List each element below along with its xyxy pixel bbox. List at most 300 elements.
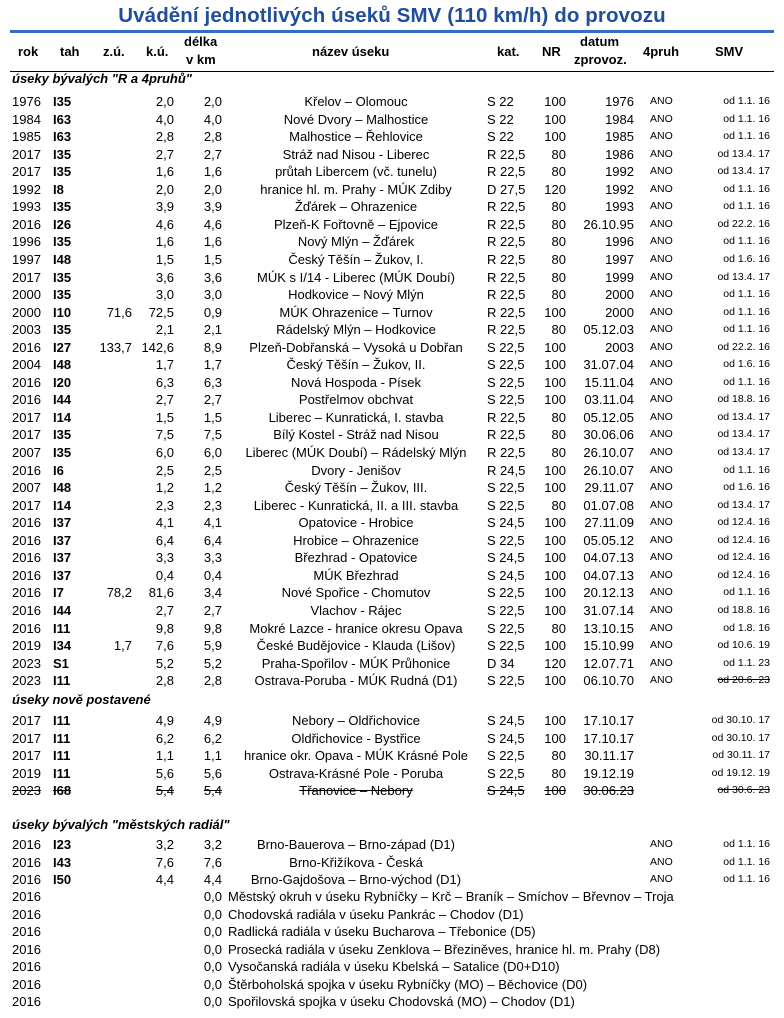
table-row bbox=[0, 765, 784, 782]
cell-rok: 2016 bbox=[12, 959, 41, 975]
cell-zu: 71,6 bbox=[106, 304, 132, 320]
cell-ku: 9,8 bbox=[155, 620, 174, 636]
cell-delka: 7,5 bbox=[203, 427, 222, 443]
cell-datum: 1992 bbox=[605, 164, 634, 180]
cell-tah: I11 bbox=[53, 713, 71, 728]
cell-delka: 0,9 bbox=[203, 304, 222, 320]
cell-delka: 2,1 bbox=[203, 322, 222, 338]
radial-row bbox=[0, 906, 784, 923]
cell-nr: 100 bbox=[544, 713, 566, 728]
cell-tah: I35 bbox=[53, 146, 72, 162]
cell-nazev: Oldřichovice - Bystřice bbox=[291, 730, 421, 746]
cell-4pruh: ANO bbox=[650, 375, 673, 388]
cell-rok: 2007 bbox=[12, 445, 41, 460]
cell-4pruh: ANO bbox=[650, 252, 673, 265]
cell-datum: 26.10.07 bbox=[583, 445, 634, 460]
cell-datum: 26.10.95 bbox=[583, 216, 634, 232]
cell-smv: od 10.6. 19 bbox=[717, 639, 770, 652]
cell-ku: 2,5 bbox=[155, 462, 174, 478]
cell-rok: 2017 bbox=[12, 269, 41, 285]
cell-nazev: Postřelmov obchvat bbox=[298, 392, 414, 408]
cell-delka: 0,0 bbox=[203, 906, 222, 922]
table-row bbox=[0, 251, 784, 268]
cell-ku: 142,6 bbox=[141, 339, 174, 355]
cell-delka: 2,3 bbox=[203, 497, 222, 513]
cell-ku: 7,5 bbox=[155, 427, 174, 443]
cell-description: Radlická radiála v úseku Bucharova – Třebonice (D5) bbox=[228, 924, 536, 940]
cell-delka: 6,3 bbox=[203, 374, 222, 390]
table-row bbox=[0, 93, 784, 110]
cell-smv: od 18.8. 16 bbox=[717, 603, 770, 616]
cell-ku: 2,8 bbox=[155, 129, 174, 145]
cell-zu: 133,7 bbox=[99, 339, 132, 355]
cell-smv: od 1.1. 16 bbox=[723, 95, 770, 107]
cell-nr: 100 bbox=[544, 111, 566, 127]
cell-tah: I26 bbox=[53, 216, 72, 232]
cell-tah: I37 bbox=[53, 550, 72, 566]
cell-nazev: Plzeň-Dobřanská – Vysoká u Dobřan bbox=[249, 339, 463, 355]
cell-ku: 1,5 bbox=[155, 251, 174, 267]
cell-rok: 2023 bbox=[12, 655, 41, 671]
cell-tah: I14 bbox=[53, 409, 72, 425]
cell-nr: 100 bbox=[544, 567, 566, 583]
cell-rok: 2016 bbox=[12, 854, 41, 870]
cell-nazev: Nová Hospoda - Písek bbox=[290, 374, 422, 390]
cell-smv: od 30.6. 23 bbox=[717, 784, 770, 797]
cell-ku: 3,3 bbox=[155, 550, 174, 566]
cell-ku: 2,3 bbox=[155, 497, 174, 513]
cell-delka: 2,0 bbox=[203, 94, 222, 109]
cell-nazev: Nové Spořice - Chomutov bbox=[281, 585, 431, 601]
cell-4pruh: ANO bbox=[650, 410, 673, 423]
cell-smv: od 1.1. 16 bbox=[723, 235, 770, 248]
cell-nazev: Nebory – Oldřichovice bbox=[292, 713, 420, 728]
cell-tah: I35 bbox=[53, 164, 72, 180]
cell-nr: 100 bbox=[544, 462, 566, 478]
cell-tah: I44 bbox=[53, 392, 72, 408]
cell-delka: 7,6 bbox=[203, 854, 222, 870]
cell-rok: 1996 bbox=[12, 234, 41, 250]
cell-nr: 80 bbox=[551, 497, 566, 513]
cell-4pruh: ANO bbox=[650, 130, 673, 143]
cell-description: Štěrboholská spojka v úseku Rybníčky (MO) – Běchovice (D0) bbox=[228, 976, 588, 992]
cell-kat: R 22,5 bbox=[487, 234, 526, 250]
table-row bbox=[0, 747, 784, 764]
cell-tah: I11 bbox=[53, 673, 71, 689]
cell-delka: 1,6 bbox=[203, 234, 222, 250]
title-rule bbox=[10, 30, 774, 33]
cell-smv: od 12.4. 16 bbox=[717, 568, 770, 581]
cell-nazev: MÚK Březhrad bbox=[313, 567, 399, 583]
cell-4pruh: ANO bbox=[650, 498, 673, 511]
cell-datum: 20.12.13 bbox=[583, 585, 634, 601]
cell-rok: 2004 bbox=[12, 357, 41, 373]
cell-ku: 3,2 bbox=[155, 837, 174, 852]
cell-ku: 72,5 bbox=[148, 304, 174, 320]
cell-ku: 2,1 bbox=[155, 322, 174, 338]
cell-datum: 27.11.09 bbox=[584, 515, 634, 531]
cell-nazev: Český Těšín – Žukov, II. bbox=[286, 357, 426, 373]
cell-nr: 80 bbox=[551, 620, 566, 636]
cell-datum: 17.10.17 bbox=[583, 730, 634, 746]
cell-smv: od 1.1. 16 bbox=[723, 182, 770, 195]
cell-nazev: Rádelský Mlýn – Hodkovice bbox=[276, 322, 436, 338]
cell-delka: 0,4 bbox=[203, 567, 222, 583]
radial-row bbox=[0, 923, 784, 940]
cell-smv: od 30.10. 17 bbox=[711, 731, 770, 744]
cell-kat: D 27,5 bbox=[487, 181, 526, 197]
cell-tah: I35 bbox=[53, 269, 72, 285]
cell-tah: I43 bbox=[53, 854, 72, 870]
cell-nr: 100 bbox=[544, 374, 566, 390]
header-tah: tah bbox=[60, 44, 80, 59]
cell-nr: 80 bbox=[551, 322, 566, 338]
table-row bbox=[0, 146, 784, 163]
cell-4pruh: ANO bbox=[650, 656, 673, 669]
cell-rok: 2016 bbox=[12, 837, 41, 852]
cell-smv: od 1.6. 16 bbox=[723, 481, 770, 494]
cell-nazev: Hrobice – Ohrazenice bbox=[293, 532, 419, 548]
cell-nazev: Třanovice – Nebory bbox=[299, 783, 413, 799]
cell-delka: 4,1 bbox=[203, 515, 222, 531]
table-row bbox=[0, 567, 784, 584]
table-row bbox=[0, 532, 784, 549]
cell-nr: 100 bbox=[544, 673, 566, 689]
cell-nazev: průtah Libercem (vč. tunelu) bbox=[275, 164, 437, 180]
cell-kat: S 24,5 bbox=[487, 515, 525, 531]
cell-nazev: Dvory - Jenišov bbox=[311, 462, 401, 478]
cell-ku: 2,7 bbox=[155, 602, 174, 618]
cell-nr: 80 bbox=[551, 146, 566, 162]
cell-rok: 2017 bbox=[12, 146, 41, 162]
cell-tah: I14 bbox=[53, 497, 72, 513]
cell-smv: od 1.1. 16 bbox=[723, 855, 770, 868]
table-row bbox=[0, 216, 784, 233]
cell-4pruh: ANO bbox=[650, 217, 673, 230]
cell-kat: S 22,5 bbox=[487, 480, 525, 496]
cell-nazev: Nové Dvory – Malhostice bbox=[283, 111, 429, 127]
cell-delka: 3,2 bbox=[203, 837, 222, 852]
cell-delka: 2,5 bbox=[203, 462, 222, 478]
cell-datum: 1976 bbox=[605, 94, 634, 109]
cell-nazev: Bílý Kostel - Stráž nad Nisou bbox=[273, 427, 439, 443]
header-ku: k.ú. bbox=[146, 44, 169, 59]
cell-tah: I11 bbox=[53, 748, 71, 764]
cell-delka: 1,2 bbox=[203, 480, 222, 496]
cell-smv: od 13.4. 17 bbox=[717, 446, 770, 458]
cell-4pruh: ANO bbox=[650, 674, 673, 687]
table-row bbox=[0, 111, 784, 128]
cell-4pruh: ANO bbox=[650, 639, 673, 652]
cell-rok: 1985 bbox=[12, 129, 41, 145]
cell-rok: 2016 bbox=[12, 941, 41, 957]
cell-4pruh: ANO bbox=[650, 855, 673, 868]
cell-nazev: Březhrad - Opatovice bbox=[294, 550, 418, 566]
cell-delka: 9,8 bbox=[203, 620, 222, 636]
header-4pruh: 4pruh bbox=[643, 44, 680, 59]
section-title: úseky bývalých "R a 4pruhů" bbox=[12, 71, 192, 86]
cell-smv: od 30.11. 17 bbox=[712, 749, 770, 762]
cell-datum: 30.06.23 bbox=[583, 783, 634, 799]
cell-datum: 31.07.04 bbox=[583, 357, 634, 373]
cell-kat: S 24,5 bbox=[487, 550, 525, 566]
cell-kat: R 22,5 bbox=[487, 427, 526, 443]
cell-smv: od 1.1. 16 bbox=[723, 112, 770, 125]
cell-4pruh: ANO bbox=[650, 305, 673, 318]
cell-nazev: Hodkovice – Nový Mlýn bbox=[288, 287, 424, 303]
cell-tah: I35 bbox=[53, 94, 72, 109]
cell-ku: 2,0 bbox=[155, 94, 174, 109]
cell-delka: 3,4 bbox=[203, 585, 222, 601]
cell-tah: I35 bbox=[53, 322, 72, 338]
table-row bbox=[0, 128, 784, 145]
cell-rok: 1984 bbox=[12, 111, 41, 127]
cell-kat: S 24,5 bbox=[487, 713, 525, 728]
cell-tah: I10 bbox=[53, 304, 72, 320]
cell-tah: I27 bbox=[53, 339, 72, 355]
cell-nazev: Křelov – Olomouc bbox=[304, 94, 408, 109]
table-row bbox=[0, 836, 784, 853]
cell-4pruh: ANO bbox=[650, 463, 673, 476]
cell-ku: 3,0 bbox=[155, 287, 174, 303]
table-row bbox=[0, 198, 784, 215]
cell-nr: 100 bbox=[544, 339, 566, 355]
cell-datum: 1985 bbox=[605, 129, 634, 145]
cell-ku: 5,2 bbox=[155, 655, 174, 671]
cell-nazev: MÚK s I/14 - Liberec (MÚK Doubí) bbox=[257, 269, 455, 285]
cell-4pruh: ANO bbox=[650, 323, 673, 336]
table-row bbox=[0, 163, 784, 180]
cell-4pruh: ANO bbox=[650, 95, 673, 107]
cell-description: Vysočanská radiála v úseku Kbelská – Satalice (D0+D10) bbox=[228, 959, 560, 975]
cell-nr: 100 bbox=[544, 638, 566, 654]
cell-nazev: Malhostice – Řehlovice bbox=[289, 129, 423, 145]
cell-4pruh: ANO bbox=[650, 393, 673, 406]
radial-row bbox=[0, 941, 784, 958]
cell-rok: 2017 bbox=[12, 748, 41, 764]
table-row bbox=[0, 637, 784, 654]
table-row bbox=[0, 871, 784, 888]
cell-4pruh: ANO bbox=[650, 446, 673, 458]
cell-datum: 2000 bbox=[605, 304, 634, 320]
cell-4pruh: ANO bbox=[650, 603, 673, 616]
radial-row bbox=[0, 958, 784, 975]
cell-tah: I6 bbox=[53, 462, 64, 478]
cell-nr: 80 bbox=[551, 269, 566, 285]
cell-datum: 1986 bbox=[605, 146, 634, 162]
cell-smv: od 13.4. 17 bbox=[717, 165, 770, 178]
cell-kat: S 22,5 bbox=[487, 392, 525, 408]
cell-nr: 80 bbox=[551, 251, 566, 267]
cell-ku: 5,4 bbox=[155, 783, 174, 799]
cell-zu: 1,7 bbox=[113, 638, 132, 654]
cell-rok: 1992 bbox=[12, 181, 41, 197]
cell-4pruh: ANO bbox=[650, 533, 673, 546]
cell-kat: S 22 bbox=[487, 94, 514, 109]
cell-smv: od 1.1. 16 bbox=[723, 463, 770, 476]
cell-smv: od 22.2. 16 bbox=[717, 217, 770, 230]
cell-smv: od 19.12. 19 bbox=[711, 766, 770, 779]
cell-ku: 6,2 bbox=[155, 730, 174, 746]
cell-nazev: Český Těšín – Žukov, III. bbox=[284, 480, 428, 496]
cell-rok: 2016 bbox=[12, 392, 41, 408]
table-row bbox=[0, 514, 784, 531]
cell-datum: 19.12.19 bbox=[583, 765, 634, 781]
table-row bbox=[0, 269, 784, 286]
cell-kat: R 22,5 bbox=[487, 146, 526, 162]
cell-delka: 2,8 bbox=[203, 673, 222, 689]
cell-datum: 15.10.99 bbox=[583, 638, 634, 654]
table-row bbox=[0, 181, 784, 198]
cell-tah: I35 bbox=[53, 234, 72, 250]
cell-rok: 2016 bbox=[12, 994, 41, 1010]
cell-rok: 2016 bbox=[12, 339, 41, 355]
table-row bbox=[0, 584, 784, 601]
cell-smv: od 12.4. 16 bbox=[717, 551, 770, 564]
cell-smv: od 1.1. 16 bbox=[723, 305, 770, 318]
cell-nazev: Praha-Spořilov - MÚK Průhonice bbox=[261, 655, 451, 671]
cell-kat: R 22,5 bbox=[487, 199, 526, 215]
cell-nr: 80 bbox=[551, 216, 566, 232]
cell-rok: 2000 bbox=[12, 287, 41, 303]
cell-smv: od 12.4. 16 bbox=[717, 516, 770, 529]
cell-rok: 2016 bbox=[12, 550, 41, 566]
cell-rok: 2016 bbox=[12, 462, 41, 478]
cell-rok: 2016 bbox=[12, 889, 41, 904]
cell-nr: 80 bbox=[551, 748, 566, 764]
cell-4pruh: ANO bbox=[650, 288, 673, 301]
cell-rok: 2017 bbox=[12, 427, 41, 443]
cell-nr: 100 bbox=[544, 392, 566, 408]
cell-delka: 4,9 bbox=[203, 713, 222, 728]
cell-4pruh: ANO bbox=[650, 621, 673, 634]
cell-4pruh: ANO bbox=[650, 358, 673, 371]
cell-delka: 5,9 bbox=[203, 638, 222, 654]
table-row bbox=[0, 672, 784, 689]
header-smv: SMV bbox=[715, 44, 744, 59]
cell-datum: 01.07.08 bbox=[583, 497, 634, 513]
cell-smv: od 18.8. 16 bbox=[717, 393, 770, 406]
cell-datum: 2003 bbox=[605, 339, 634, 355]
table-row bbox=[0, 479, 784, 496]
cell-datum: 30.06.06 bbox=[583, 427, 634, 443]
cell-kat: R 22,5 bbox=[487, 164, 526, 180]
cell-rok: 2017 bbox=[12, 713, 41, 728]
header-datum: datum bbox=[580, 34, 619, 49]
cell-datum: 05.12.05 bbox=[583, 409, 634, 425]
cell-datum: 1993 bbox=[605, 199, 634, 215]
cell-datum: 06.10.70 bbox=[583, 673, 634, 689]
cell-datum: 15.11.04 bbox=[584, 374, 634, 390]
cell-4pruh: ANO bbox=[650, 270, 673, 283]
cell-ku: 1,7 bbox=[155, 357, 174, 373]
cell-tah: I50 bbox=[53, 872, 72, 888]
table-row bbox=[0, 462, 784, 479]
cell-ku: 81,6 bbox=[148, 585, 174, 601]
cell-rok: 2016 bbox=[12, 567, 41, 583]
cell-kat: S 22,5 bbox=[487, 497, 525, 513]
cell-rok: 2016 bbox=[12, 602, 41, 618]
cell-ku: 4,6 bbox=[155, 216, 174, 232]
cell-tah: I23 bbox=[53, 837, 72, 852]
table-row bbox=[0, 444, 784, 461]
table-row bbox=[0, 655, 784, 672]
cell-smv: od 1.1. 16 bbox=[723, 375, 770, 388]
cell-kat: S 22,5 bbox=[487, 374, 525, 390]
cell-delka: 0,0 bbox=[203, 994, 222, 1010]
cell-datum: 17.10.17 bbox=[583, 713, 634, 728]
cell-nr: 80 bbox=[551, 765, 566, 781]
table-row bbox=[0, 854, 784, 871]
cell-delka: 5,6 bbox=[203, 765, 222, 781]
cell-rok: 2017 bbox=[12, 497, 41, 513]
cell-nr: 100 bbox=[544, 129, 566, 145]
table-row bbox=[0, 304, 784, 321]
cell-ku: 7,6 bbox=[155, 638, 174, 654]
table-row bbox=[0, 602, 784, 619]
table-row bbox=[0, 549, 784, 566]
header-zu: z.ú. bbox=[103, 44, 125, 59]
table-row bbox=[0, 356, 784, 373]
section-title: úseky bývalých "městských radiál" bbox=[12, 817, 230, 832]
cell-delka: 2,7 bbox=[203, 602, 222, 618]
cell-ku: 6,4 bbox=[155, 532, 174, 548]
cell-4pruh: ANO bbox=[650, 516, 673, 529]
radial-row bbox=[0, 976, 784, 993]
cell-kat: S 22,5 bbox=[487, 585, 525, 601]
cell-nazev: Ostrava-Krásné Pole - Poruba bbox=[268, 765, 444, 781]
header-kat: kat. bbox=[497, 44, 520, 59]
cell-nr: 80 bbox=[551, 199, 566, 215]
cell-rok: 1997 bbox=[12, 251, 41, 267]
header-rok: rok bbox=[18, 44, 39, 59]
cell-smv: od 13.4. 17 bbox=[717, 410, 770, 423]
cell-nazev: České Budějovice - Klauda (Lišov) bbox=[256, 638, 456, 654]
cell-ku: 5,6 bbox=[155, 765, 174, 781]
cell-nr: 100 bbox=[544, 357, 566, 373]
cell-kat: S 22,5 bbox=[487, 620, 525, 636]
cell-rok: 2016 bbox=[12, 374, 41, 390]
cell-nazev: hranice hl. m. Prahy - MÚK Zdiby bbox=[260, 181, 452, 197]
cell-ku: 0,4 bbox=[155, 567, 174, 583]
cell-delka: 3,3 bbox=[203, 550, 222, 566]
cell-4pruh: ANO bbox=[650, 200, 673, 213]
cell-delka: 1,7 bbox=[203, 357, 222, 373]
table-row bbox=[0, 374, 784, 391]
cell-nr: 100 bbox=[544, 532, 566, 548]
header-delka-unit: v km bbox=[186, 52, 216, 67]
table-row bbox=[0, 426, 784, 443]
cell-delka: 0,0 bbox=[203, 959, 222, 975]
cell-datum: 04.07.13 bbox=[583, 567, 634, 583]
cell-rok: 2016 bbox=[12, 585, 41, 601]
cell-nr: 100 bbox=[544, 515, 566, 531]
cell-datum: 1992 bbox=[605, 181, 634, 197]
table-row bbox=[0, 339, 784, 356]
cell-rok: 2003 bbox=[12, 322, 41, 338]
cell-rok: 2017 bbox=[12, 164, 41, 180]
cell-nr: 120 bbox=[544, 181, 566, 197]
cell-ku: 3,9 bbox=[155, 199, 174, 215]
cell-ku: 1,1 bbox=[155, 748, 174, 764]
cell-datum: 13.10.15 bbox=[583, 620, 634, 636]
cell-4pruh: ANO bbox=[650, 873, 673, 886]
cell-4pruh: ANO bbox=[650, 481, 673, 494]
cell-nazev: Brno-Bauerova – Brno-západ (D1) bbox=[257, 837, 455, 852]
cell-rok: 2017 bbox=[12, 409, 41, 425]
cell-rok: 2000 bbox=[12, 304, 41, 320]
cell-kat: S 22,5 bbox=[487, 339, 525, 355]
